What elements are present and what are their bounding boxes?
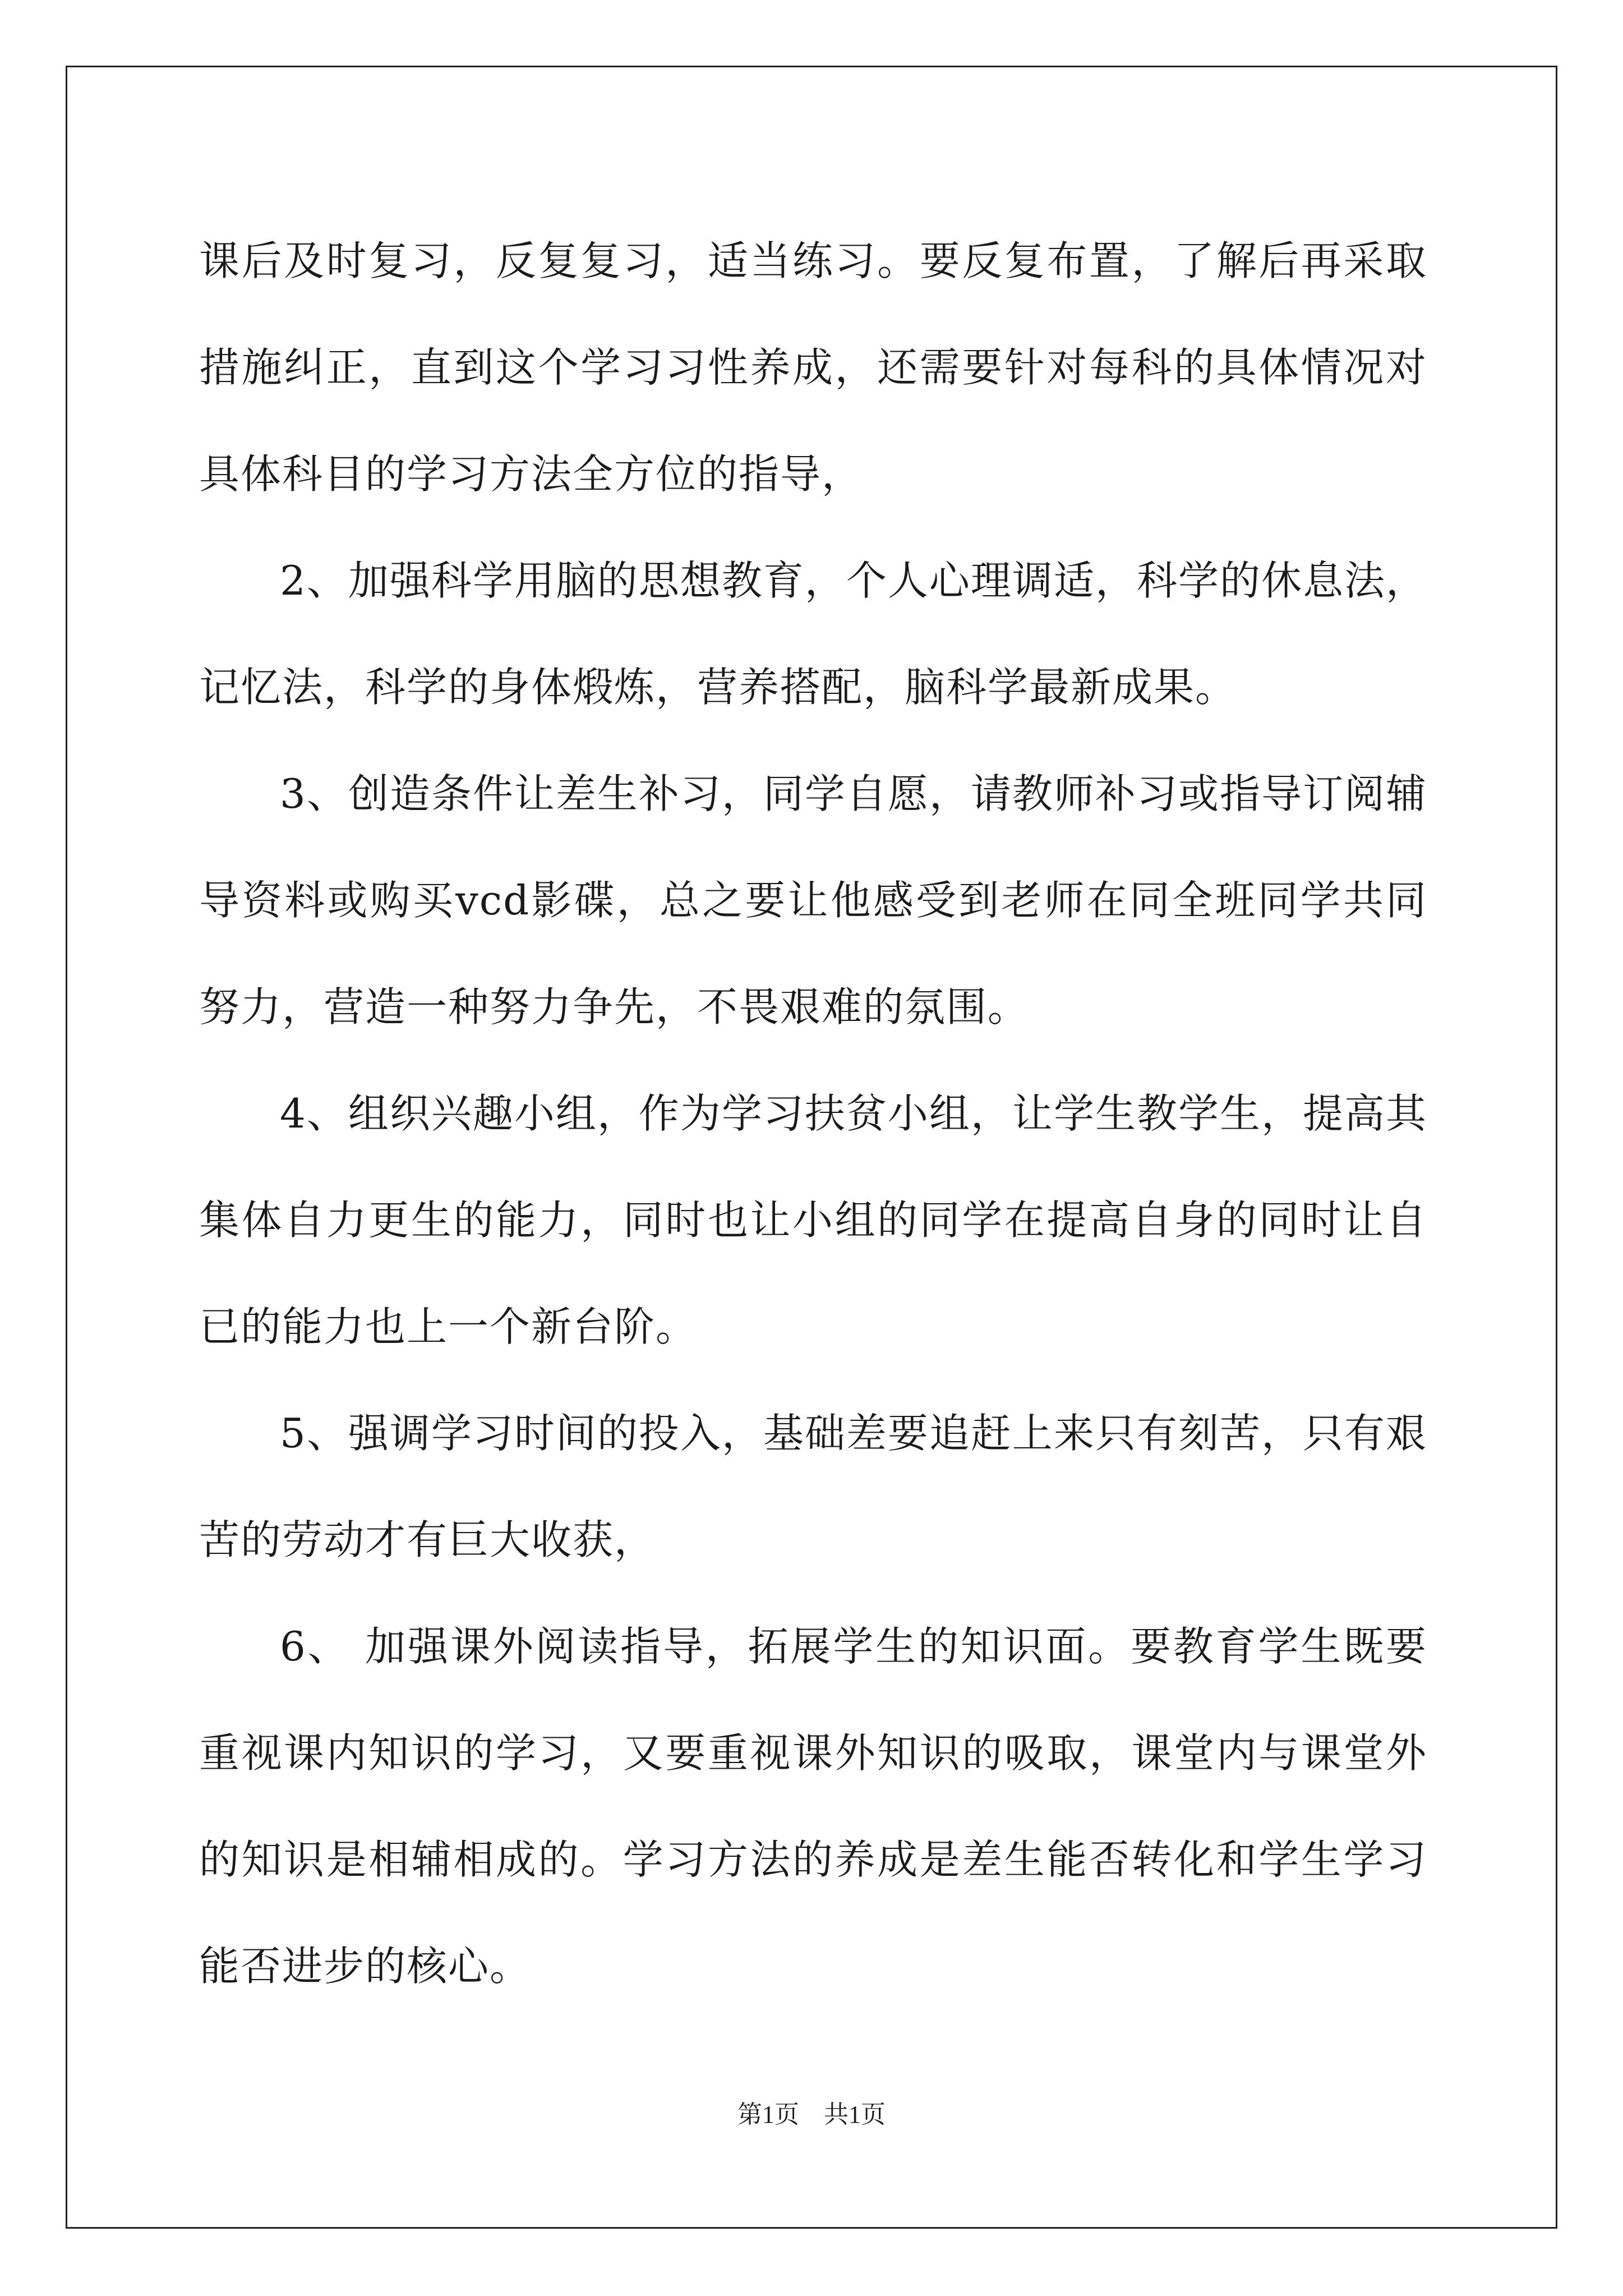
paragraph-2: 2、加强科学用脑的思想教育，个人心理调适，科学的休息法，记忆法，科学的身体煅炼，营养搭配，脑科学最新成果。: [199, 557, 1427, 711]
page-number-label: 第1页 共1页: [737, 2101, 886, 2128]
paragraph-6: 6、 加强课外阅读指导，拓展学生的知识面。要教育学生既要重视课内知识的学习，又要重视课外知识的吸取，课堂内与课堂外的知识是相辅相成的。学习方法的养成是差生能否转化和学生学习能否进步的核心。: [199, 1623, 1427, 1990]
document-body: [199, 208, 1427, 2019]
paragraph-1: 课后及时复习，反复复习，适当练习。要反复布置，了解后再采取措施纠正，直到这个学习习性养成，还需要针对每科的具体情况对具体科目的学习方法全方位的指导，: [199, 237, 1427, 498]
page-footer: [0, 2098, 1623, 2132]
paragraph-5: 5、强调学习时间的投入，基础差要追赶上来只有刻苦，只有艰苦的劳动才有巨大收获，: [199, 1410, 1427, 1563]
paragraph-4: 4、组织兴趣小组，作为学习扶贫小组，让学生教学生，提高其集体自力更生的能力，同时也让小组的同学在提高自身的同时让自已的能力也上一个新台阶。: [199, 1090, 1427, 1350]
paragraph-3: 3、创造条件让差生补习，同学自愿，请教师补习或指导订阅辅导资料或购买vcd影碟，总之要让他感受到老师在同全班同学共同努力，营造一种努力争先，不畏艰难的氛围。: [199, 770, 1427, 1030]
